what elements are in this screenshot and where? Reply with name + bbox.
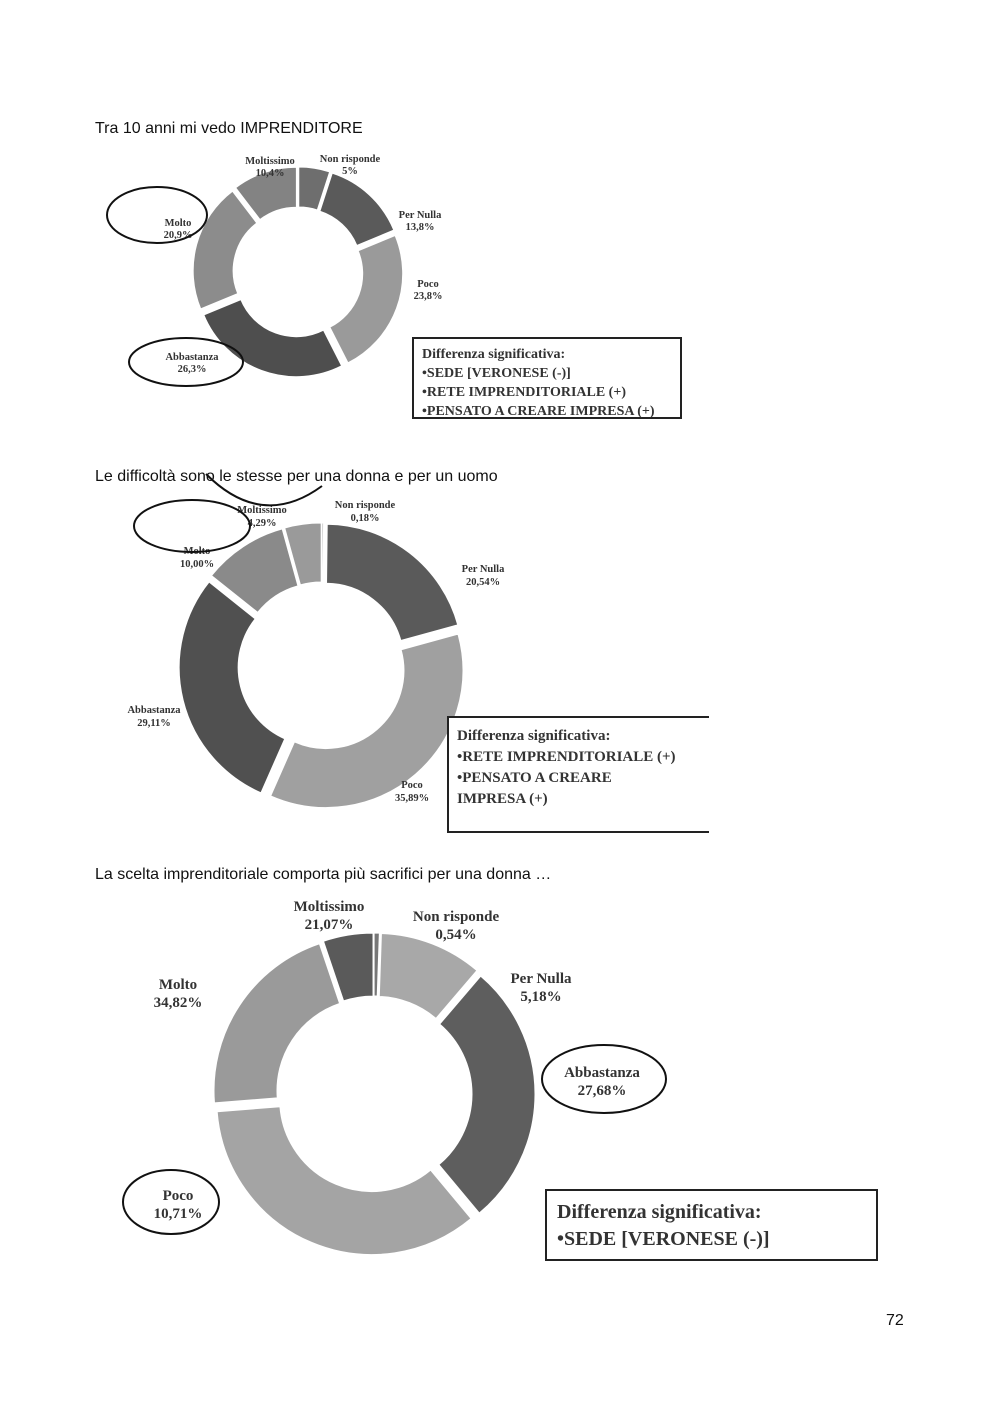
donut-slice-moltissimo [214,944,340,1103]
slice-label-moltissimo: Moltissimo 21,07% [293,899,365,933]
chart-3-significance-box [545,1189,878,1261]
slice-label-molto: Molto 34,82% [153,977,203,1011]
slice-label-poco: Poco 23,8% [413,279,443,302]
slice-label-molto: Molto 20,9% [163,218,193,241]
slice-label-moltissimo: Moltissimo 10,4% [245,156,295,179]
chart-3-note-item: •SEDE [VERONESE (-)] [557,1228,770,1250]
chart-2-title: Le difficoltà sono le stesse per una donna e per un uomo [95,468,498,485]
chart-3-title: La scelta imprenditoriale comporta più sacrifici per una donna … [95,866,552,883]
slice-label-non-risponde: Non risponde 0,18% [334,500,396,524]
chart-1-note-item: •PENSATO A CREARE IMPRESA (+) [422,404,655,419]
slice-label-poco: Poco 10,71% [153,1188,203,1222]
slice-label-per-nulla: Per Nulla 5,18% [510,971,572,1005]
slice-label-molto: Molto 10,00% [179,546,215,570]
slice-label-poco: Poco 35,89% [394,780,430,804]
page-number: 72 [886,1312,904,1329]
slice-label-non-risponde: Non risponde 0,54% [412,909,500,943]
donut-slice-non-risponde [374,933,379,996]
chart-2-note-item: •PENSATO A CREARE [457,770,612,786]
donut-slice-molto [217,1107,471,1255]
chart-2-note-item: •RETE IMPRENDITORIALE (+) [457,749,676,765]
slice-label-per-nulla: Per Nulla 13,8% [398,210,442,233]
chart-2-note-title: Differenza significativa: [457,728,611,744]
chart-2-note-item: IMPRESA (+) [457,791,548,807]
slice-label-abbastanza: Abbastanza 27,68% [564,1065,640,1099]
chart-1-note-item: •SEDE [VERONESE (-)] [422,366,571,381]
slice-label-moltissimo: Moltissimo 4,29% [237,505,287,529]
chart-1-title: Tra 10 anni mi vedo IMPRENDITORE [95,120,363,137]
chart-1-note-title: Differenza significativa: [422,347,566,362]
slice-label-abbastanza: Abbastanza 29,11% [127,705,181,729]
chart-3-note-title: Differenza significativa: [557,1201,762,1223]
slice-label-non-risponde: Non risponde 5% [319,154,381,177]
chart-1-note-item: •RETE IMPRENDITORIALE (+) [422,385,626,400]
slice-label-abbastanza: Abbastanza 26,3% [165,352,219,375]
slice-label-per-nulla: Per Nulla 20,54% [461,564,505,588]
donut-slice-abbastanza [439,976,535,1213]
